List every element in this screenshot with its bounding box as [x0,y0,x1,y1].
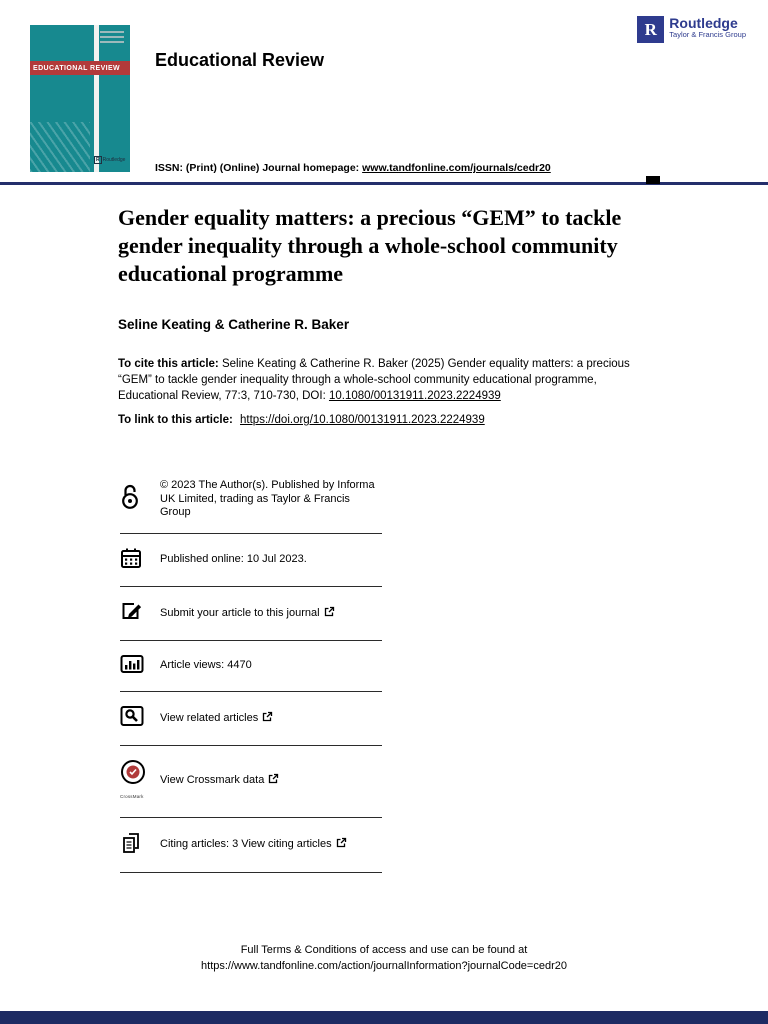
cover-decoration-lines [100,31,124,46]
publisher-tagline: Taylor & Francis Group [669,30,746,40]
external-link-icon [324,606,335,622]
submit-article-link[interactable]: Submit your article to this journal [160,606,382,622]
publisher-logo [637,16,746,43]
cover-title: EDUCATIONAL REVIEW [33,64,121,72]
article-info-list [120,466,382,873]
cite-label: To cite this article: [118,358,219,370]
external-link-icon [336,837,347,853]
issn-homepage-line [155,162,551,174]
citing-articles-link[interactable]: Citing articles: 3 View citing articles [160,837,382,853]
search-icon [120,705,144,732]
terms-and-conditions [0,942,768,974]
related-articles-row[interactable] [120,692,382,746]
routledge-mini-logo: R Routledge [96,157,126,163]
cover-title-band [30,61,130,75]
bar-chart-icon [120,654,144,679]
divider-tick [646,176,660,184]
open-access-row [120,466,382,534]
external-link-icon [268,773,279,789]
cite-doi-link[interactable]: 10.1080/00131911.2023.2224939 [328,390,501,402]
article-authors: Seline Keating & Catherine R. Baker [118,317,350,332]
link-label: To link to this article: [118,414,233,426]
crossmark-caption: CrossMark [120,794,144,799]
published-online-text: Published online: 10 Jul 2023. [160,553,307,565]
journal-cover-thumbnail [30,25,130,172]
crossmark-link[interactable]: View Crossmark data [160,773,382,789]
submit-icon [120,600,144,627]
external-link-icon [262,711,273,727]
cover-stripe [94,25,99,172]
related-articles-link[interactable]: View related articles [160,711,382,727]
routledge-logo-icon: R [637,16,664,43]
publisher-name: Routledge [669,15,738,31]
cite-text: Seline Keating & Catherine R. Baker (2025) Gender equality matters: a precious “GEM” to tackle gender inequality through a whole-school community educational programme, Educational Review, 77:3, 710-730, DOI: [118,358,630,402]
citing-articles-row[interactable] [120,818,382,874]
open-access-icon [120,484,140,515]
article-views-row [120,641,382,693]
calendar-icon [120,547,142,574]
cite-block [118,356,643,404]
crossmark-row[interactable] [120,746,382,818]
link-block [118,414,643,426]
license-text: © 2023 The Author(s). Published by Informa UK Limited, trading as Taylor & Francis Group [160,479,375,518]
citing-articles-icon [120,831,144,860]
published-online-row [120,534,382,588]
issn-label: ISSN: (Print) (Online) Journal homepage: [155,162,360,174]
bottom-navy-bar [0,1011,768,1024]
article-views-text: Article views: 4470 [160,659,252,671]
crossmark-icon [120,759,146,790]
terms-line2: https://www.tandfonline.com/action/journalInformation?journalCode=cedr20 [201,960,567,972]
submit-article-row[interactable] [120,587,382,641]
article-title: Gender equality matters: a precious “GEM” to tackle gender inequality through a whole-school community educational programme [118,205,622,286]
journal-homepage-link[interactable]: www.tandfonline.com/journals/cedr20 [362,162,551,174]
journal-name: Educational Review [155,50,325,70]
cover-swirl-decoration [30,122,90,172]
article-doi-link[interactable]: https://doi.org/10.1080/00131911.2023.2224939 [240,414,485,426]
terms-line1: Full Terms & Conditions of access and use can be found at [240,944,528,956]
